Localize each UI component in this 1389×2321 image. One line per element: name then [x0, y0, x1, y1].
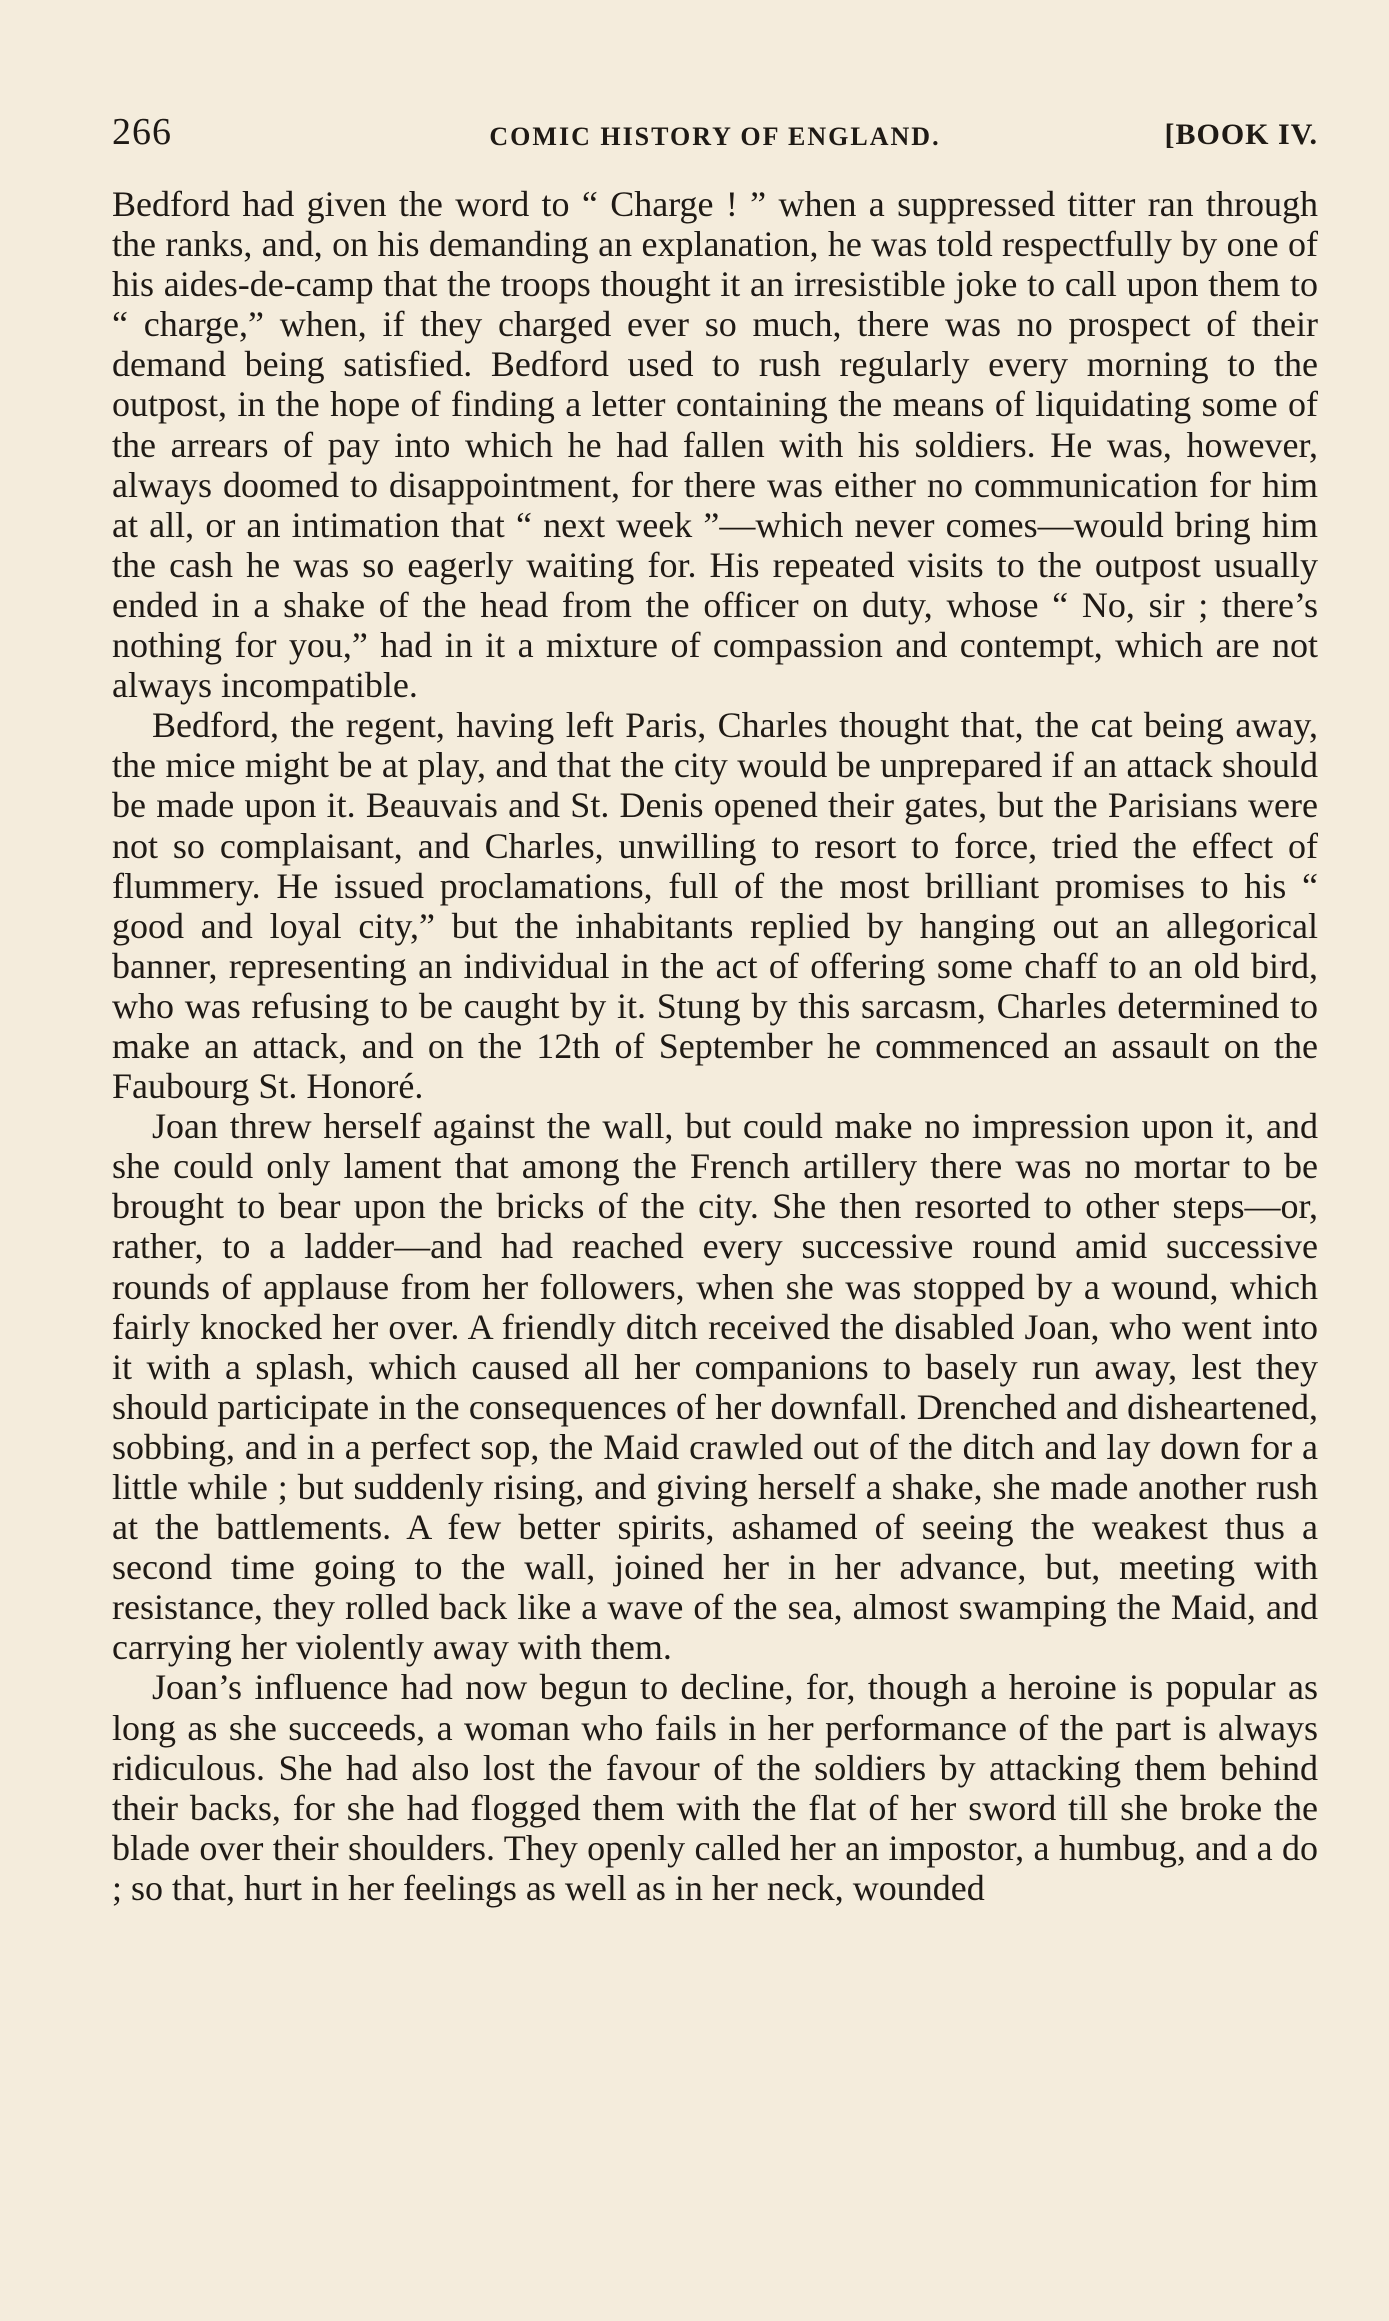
page-number: 266	[112, 111, 172, 153]
running-title: COMIC HISTORY OF ENGLAND.	[489, 122, 941, 151]
book-label: [BOOK IV.	[1164, 118, 1318, 151]
paragraph: Joan threw herself against the wall, but could make no impression upon it, and she could only lament that among the French artillery there was no mortar to be brought to bear upon the bricks of the city. She then resorted to other steps—or, rather, to a ladder—and had reached every successive round amid successive rounds of applause from her followers, when she was stopped by a wound, which fairly knocked her over. A friendly ditch received the disabled Joan, who went into it with a splash, which caused all her companions to basely run away, lest they should participate in the consequences of her downfall. Drenched and disheartened, sobbing, and in a perfect sop, the Maid crawled out of the ditch and lay down for a little while ; but suddenly rising, and giving herself a shake, she made another rush at the battlements. A few better spirits, ashamed of seeing the weakest thus a second time going to the wall, joined her in her advance, but, meeting with resistance, they rolled back like a wave of the sea, almost swamping the Maid, and carrying her violently away with them.	[112, 1106, 1318, 1668]
book-page	[112, 110, 1318, 1908]
paragraph: Joan’s influence had now begun to decline, for, though a heroine is popular as long as she succeeds, a woman who fails in her performance of the part is always ridiculous. She had also lost the favour of the soldiers by attacking them behind their backs, for she had flogged them with the flat of her sword till she broke the blade over their shoulders. They openly called her an impostor, a humbug, and a do ; so that, hurt in her feelings as well as in her neck, wounded	[112, 1667, 1318, 1908]
paragraph: Bedford had given the word to “ Charge ! ” when a suppressed titter ran through the ranks, and, on his demanding an explanation, he was told respectfully by one of his aides-de-camp that the troops thought it an irresistible joke to call upon them to “ charge,” when, if they charged ever so much, there was no prospect of their demand being satisfied. Bedford used to rush regularly every morning to the outpost, in the hope of finding a letter containing the means of liquidating some of the arrears of pay into which he had fallen with his soldiers. He was, however, always doomed to disappointment, for there was either no communication for him at all, or an intimation that “ next week ”—which never comes—would bring him the cash he was so eagerly waiting for. His repeated visits to the outpost usually ended in a shake of the head from the officer on duty, whose “ No, sir ; there’s nothing for you,” had in it a mixture of compassion and contempt, which are not always incompatible.	[112, 184, 1318, 706]
body-text	[112, 184, 1318, 1908]
running-header	[112, 110, 1318, 162]
paragraph: Bedford, the regent, having left Paris, Charles thought that, the cat being away, the mice might be at play, and that the city would be unprepared if an attack should be made upon it. Beauvais and St. Denis opened their gates, but the Parisians were not so complaisant, and Charles, unwilling to resort to force, tried the effect of flummery. He issued proclamations, full of the most brilliant promises to his “ good and loyal city,” but the inhabitants replied by hanging out an allegorical banner, representing an individual in the act of offering some chaff to an old bird, who was refusing to be caught by it. Stung by this sarcasm, Charles determined to make an attack, and on the 12th of September he commenced an assault on the Faubourg St. Honoré.	[112, 705, 1318, 1107]
